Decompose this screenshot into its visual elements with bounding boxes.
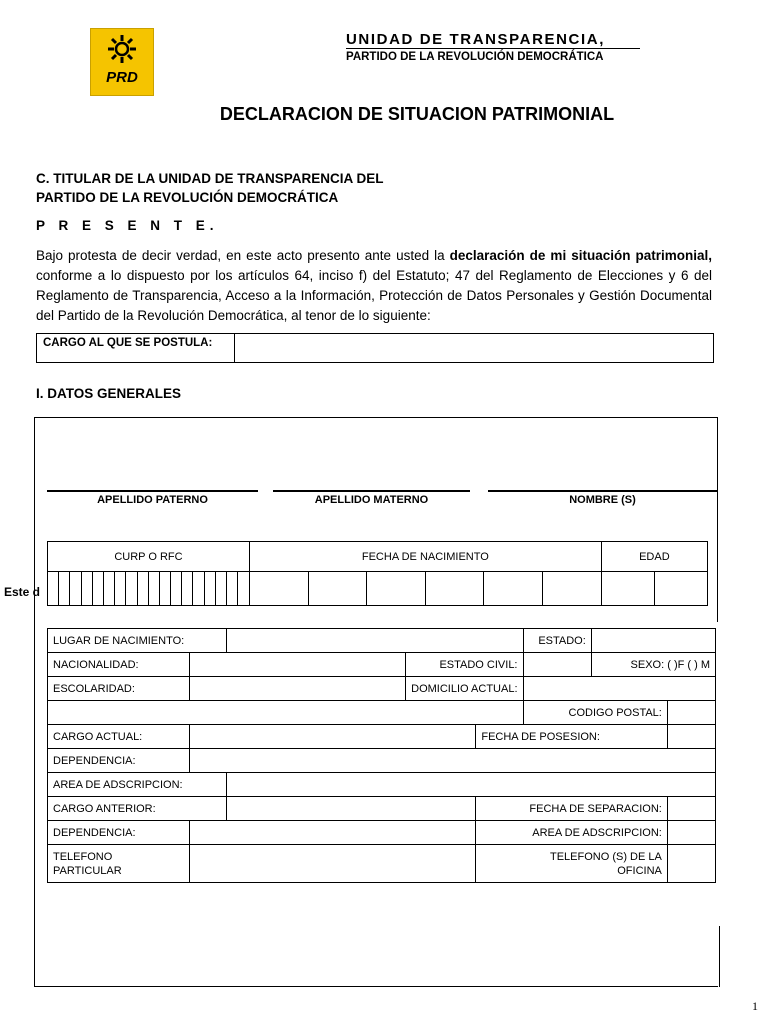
curp-cell[interactable] [103, 572, 114, 606]
curp-cell[interactable] [227, 572, 238, 606]
cargo-actual-label: CARGO ACTUAL: [48, 725, 190, 749]
curp-cell[interactable] [182, 572, 193, 606]
sun-icon [108, 35, 136, 63]
cargo-postula-field[interactable] [236, 334, 713, 362]
curp-cell[interactable] [92, 572, 103, 606]
curp-cell[interactable] [171, 572, 182, 606]
addressee-line-1: C. TITULAR DE LA UNIDAD DE TRANSPARENCIA DEL [36, 171, 384, 186]
telefono-oficina-label-2: OFICINA [617, 864, 662, 877]
datos-generales-table [47, 628, 716, 883]
section-datos-generales: I. DATOS GENERALES [36, 386, 182, 401]
addressee-line-2: PARTIDO DE LA REVOLUCIÓN DEMOCRÁTICA [36, 190, 339, 205]
curp-cell[interactable] [115, 572, 126, 606]
curp-cell[interactable] [126, 572, 137, 606]
fecha-separacion-label: FECHA DE SEPARACION: [476, 797, 668, 821]
intro-paragraph [36, 246, 712, 326]
dependencia-label: DEPENDENCIA: [48, 749, 190, 773]
codigo-postal-field[interactable] [667, 701, 715, 725]
curp-cell[interactable] [238, 572, 250, 606]
estado-civil-field[interactable] [523, 653, 591, 677]
fecha-cell[interactable] [425, 572, 484, 606]
curp-cell[interactable] [159, 572, 170, 606]
logo-text: PRD [106, 69, 138, 86]
sexo-selector[interactable]: SEXO: ( )F ( ) M [591, 653, 715, 677]
domicilio-continued-field[interactable] [48, 701, 524, 725]
document-title: DECLARACION DE SITUACION PATRIMONIAL [219, 104, 615, 124]
apellido-materno-label: APELLIDO MATERNO [314, 494, 429, 506]
area-anterior-label: AREA DE ADSCRIPCION: [476, 821, 668, 845]
telefono-particular-label-2: PARTICULAR [53, 864, 122, 877]
curp-cell[interactable] [148, 572, 159, 606]
curp-cell[interactable] [215, 572, 226, 606]
fecha-cell[interactable] [367, 572, 426, 606]
intro-text-bold: declaración de mi situación patrimonial, [449, 248, 712, 263]
fecha-nacimiento-label: FECHA DE NACIMIENTO [249, 542, 601, 572]
telefono-oficina-label [476, 845, 668, 883]
domicilio-field[interactable] [523, 677, 716, 701]
telefono-oficina-field[interactable] [667, 845, 715, 883]
fecha-posesion-label: FECHA DE POSESION: [476, 725, 668, 749]
cargo-anterior-label: CARGO ANTERIOR: [48, 797, 227, 821]
fecha-posesion-field[interactable] [667, 725, 715, 749]
apellido-paterno-line[interactable] [47, 490, 258, 492]
edad-cell[interactable] [601, 572, 654, 606]
cargo-anterior-field[interactable] [227, 797, 476, 821]
edad-cell[interactable] [654, 572, 707, 606]
nacionalidad-label: NACIONALIDAD: [48, 653, 190, 677]
dependencia-anterior-label: DEPENDENCIA: [48, 821, 190, 845]
frame-right-border-bottom [719, 926, 720, 987]
dependencia-anterior-field[interactable] [189, 821, 476, 845]
addressee [36, 169, 384, 207]
telefono-particular-label-1: TELEFONO [53, 850, 113, 863]
fecha-cell[interactable] [249, 572, 308, 606]
curp-cell[interactable] [81, 572, 92, 606]
frame-right-border-top [717, 417, 718, 622]
estado-field[interactable] [591, 629, 715, 653]
fecha-separacion-field[interactable] [667, 797, 715, 821]
nombre-line[interactable] [488, 490, 717, 492]
area-adscripcion-label: AREA DE ADSCRIPCION: [48, 773, 227, 797]
nombre-label: NOMBRE (S) [569, 494, 636, 506]
curp-cell[interactable] [204, 572, 215, 606]
estado-label: ESTADO: [523, 629, 591, 653]
org-subtitle: PARTIDO DE LA REVOLUCIÓN DEMOCRÁTICA [346, 51, 604, 63]
cargo-postula-box [36, 333, 714, 363]
presente-heading: P R E S E N T E. [36, 218, 219, 233]
dependencia-field[interactable] [189, 749, 715, 773]
domicilio-label: DOMICILIO ACTUAL: [406, 677, 523, 701]
area-anterior-field[interactable] [667, 821, 715, 845]
lugar-nacimiento-label: LUGAR DE NACIMIENTO: [48, 629, 190, 653]
apellido-materno-line[interactable] [273, 490, 470, 492]
cargo-actual-field[interactable] [189, 725, 476, 749]
intro-text-1: Bajo protesta de decir verdad, en este acto presento ante usted la [36, 248, 450, 263]
curp-cell[interactable] [48, 572, 59, 606]
page-number: 1 [752, 999, 758, 1013]
estado-civil-label: ESTADO CIVIL: [406, 653, 523, 677]
lugar-nacimiento-field[interactable] [227, 629, 523, 653]
fecha-cell[interactable] [543, 572, 602, 606]
area-adscripcion-field[interactable] [227, 773, 716, 797]
apellido-paterno-label: APELLIDO PATERNO [97, 494, 208, 506]
telefono-oficina-label-1: TELEFONO (S) DE LA [550, 850, 662, 863]
curp-cell[interactable] [193, 572, 204, 606]
prd-logo [90, 28, 154, 96]
codigo-postal-label: CODIGO POSTAL: [523, 701, 667, 725]
intro-text-2: conforme a lo dispuesto por los artículos 64, inciso f) del Estatuto; 47 del Reglamento de Elecciones y 6 del Reglamento de Transparencia, Acceso a la Información, Protección de Datos Personales y Gestión Documental del Partido de la Revolución Democrática, al tenor de lo siguiente: [36, 268, 712, 323]
telefono-particular-field[interactable] [189, 845, 476, 883]
curp-cells-row [48, 572, 708, 606]
fecha-cell[interactable] [484, 572, 543, 606]
curp-table [47, 541, 708, 606]
cargo-postula-label: CARGO AL QUE SE POSTULA: [37, 334, 235, 362]
escolaridad-label: ESCOLARIDAD: [48, 677, 190, 701]
edad-label: EDAD [601, 542, 707, 572]
header-underline [346, 48, 640, 49]
org-title: UNIDAD DE TRANSPARENCIA, [346, 31, 605, 48]
curp-cell[interactable] [137, 572, 148, 606]
fecha-cell[interactable] [308, 572, 367, 606]
telefono-particular-label [48, 845, 190, 883]
nacionalidad-field[interactable] [189, 653, 405, 677]
curp-cell[interactable] [70, 572, 81, 606]
side-text: Este d [4, 585, 41, 599]
curp-label: CURP O RFC [48, 542, 250, 572]
curp-cell[interactable] [59, 572, 70, 606]
escolaridad-field[interactable] [189, 677, 405, 701]
